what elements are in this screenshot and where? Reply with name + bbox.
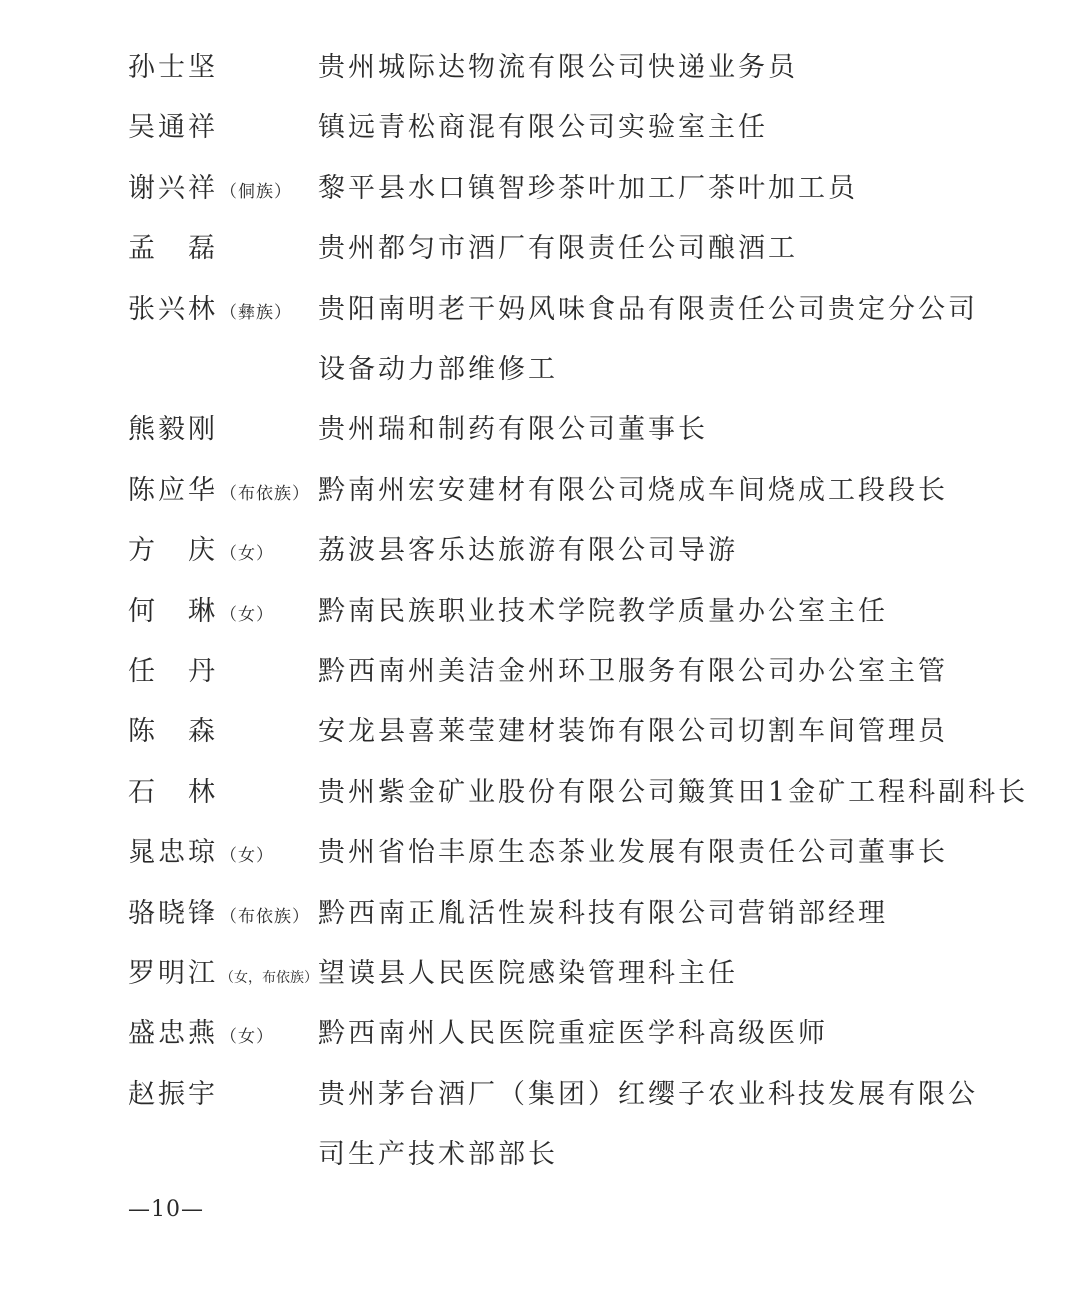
list-item [0,944,1080,1004]
person-name: 陈 森 [128,716,218,748]
person-title [318,642,958,702]
person-name-cell [128,98,218,158]
title-line: 贵州瑞和制药有限公司董事长 [318,414,708,446]
person-name: 赵振宇 [128,1078,218,1110]
person-title [318,1065,978,1186]
person-name-cell [128,642,218,702]
title-line: 镇远青松商混有限公司实验室主任 [318,112,768,144]
person-title [318,159,958,219]
list-item [0,1004,1080,1064]
list-item [0,823,1080,883]
person-name: 孟 磊 [128,233,218,265]
person-name-cell [128,400,218,460]
person-name-cell [128,1065,218,1125]
person-title [318,763,1029,823]
person-name-cell [128,461,310,521]
list-item [0,219,1080,279]
title-line: 贵阳南明老干妈风味食品有限责任公司贵定分公司 [318,293,978,325]
title-line: 黔西南正胤活性炭科技有限公司营销部经理 [318,897,888,929]
person-title [318,98,958,158]
person-name-cell [128,823,274,883]
list-item [0,702,1080,762]
list-item [0,159,1080,219]
person-title [318,582,958,642]
person-title [318,280,978,401]
list-item [0,400,1080,460]
list-item [0,763,1080,823]
title-line: 司生产技术部部长 [318,1139,558,1171]
person-title [318,884,958,944]
person-note: （女） [220,544,274,565]
list-item [0,1065,1080,1186]
list-item [0,461,1080,521]
person-note: （布依族） [220,483,310,504]
title-line: 贵州都匀市酒厂有限责任公司酿酒工 [318,233,798,265]
person-note: （布依族） [220,906,310,927]
person-name-cell [128,944,318,1004]
person-name-cell [128,702,218,762]
person-name: 骆晓锋 [128,897,218,929]
person-name: 任 丹 [128,656,218,687]
person-name: 谢兴祥 [128,172,218,204]
title-line: 贵州城际达物流有限公司快递业务员 [318,52,798,83]
title-line: 荔波县客乐达旅游有限公司导游 [318,535,738,567]
person-title [318,219,958,279]
person-name: 吴通祥 [128,112,218,144]
person-note: （彝族） [220,302,292,323]
person-name: 孙士坚 [128,52,218,83]
person-name-cell [128,38,218,98]
person-name: 张兴林 [128,293,218,325]
list-item [0,884,1080,944]
person-name-cell [128,582,274,642]
person-title [318,823,958,883]
person-title [318,38,958,98]
person-name: 熊毅刚 [128,414,218,446]
person-title [318,400,958,460]
person-title [318,521,958,581]
person-name-cell [128,763,218,823]
list-item [0,642,1080,702]
person-note: （女） [220,1027,274,1048]
person-name-cell [128,280,292,340]
person-name: 石 林 [128,776,218,808]
title-line: 黎平县水口镇智珍茶叶加工厂茶叶加工员 [318,172,858,204]
person-name-cell [128,1004,274,1064]
person-name-cell [128,219,218,279]
person-name: 盛忠燕 [128,1018,218,1050]
list-item [0,38,1080,98]
person-name: 罗明江 [128,958,218,989]
person-name: 何 琳 [128,595,218,627]
title-line: 黔西南州人民医院重症医学科高级医师 [318,1018,828,1050]
person-name-cell [128,521,274,581]
person-title [318,702,958,762]
title-line: 安龙县喜莱莹建材装饰有限公司切割车间管理员 [318,716,948,748]
person-title [318,1004,958,1064]
person-note: （侗族） [220,181,292,202]
person-note: （女，布依族） [220,970,318,986]
title-line: 贵州茅台酒厂（集团）红缨子农业科技发展有限公 [318,1078,978,1110]
title-line: 贵州紫金矿业股份有限公司簸箕田1金矿工程科副科长 [318,776,1029,808]
person-name: 陈应华 [128,474,218,506]
person-name: 方 庆 [128,535,218,567]
title-line: 黔南州宏安建材有限公司烧成车间烧成工段段长 [318,474,948,506]
person-note: （女） [220,846,274,867]
person-title [318,461,958,521]
list-item [0,582,1080,642]
title-line: 黔南民族职业技术学院教学质量办公室主任 [318,595,888,627]
title-line: 贵州省怡丰原生态茶业发展有限责任公司董事长 [318,837,948,869]
person-name-cell [128,159,292,219]
title-line: 设备动力部维修工 [318,353,558,385]
list-item [0,280,1080,401]
title-line: 黔西南州美洁金州环卫服务有限公司办公室主管 [318,656,948,687]
person-name: 晁忠琼 [128,837,218,869]
person-note: （女） [220,604,274,625]
person-name-cell [128,884,310,944]
list-item [0,98,1080,158]
list-item [0,521,1080,581]
title-line: 望谟县人民医院感染管理科主任 [318,958,738,989]
person-title [318,944,958,1004]
page-number: —10— [128,1197,204,1222]
